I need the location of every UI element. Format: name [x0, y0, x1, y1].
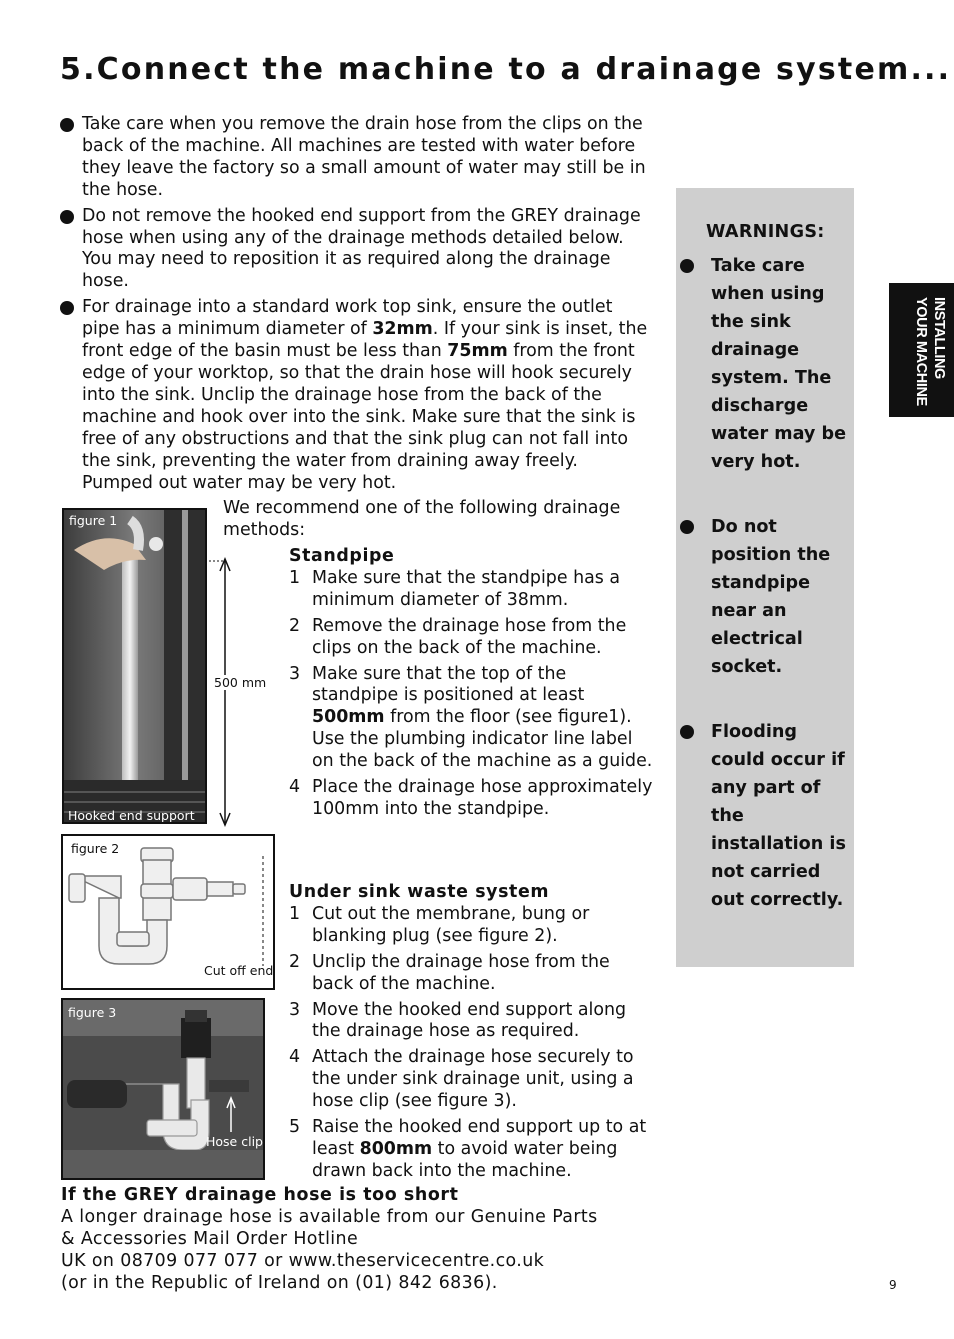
step-number: 4: [289, 777, 301, 798]
bullet-item: [60, 206, 652, 294]
step-text: Move the hooked end support along the drainage hose as required.: [312, 999, 627, 1042]
bullet-item: [60, 297, 652, 494]
step-item: [289, 1047, 653, 1113]
step-item: [289, 952, 653, 996]
figure-3-photo: [61, 998, 265, 1180]
step-text: Place the drainage hose approximately 100mm into the standpipe.: [312, 777, 653, 819]
dimension-arrow: [205, 555, 265, 830]
short-hose-line: UK on 08709 077 077 or www.theservicecentre.co.uk: [61, 1250, 545, 1271]
step-number: 2: [289, 951, 301, 972]
bullet-text: For drainage into a standard work top sink, ensure the outlet pipe has a minimum diameter of 32mm. If your sink is inset, the front edge of the basin must be less than 75mm from the front edge of your worktop, so that the drain hose will hook securely into the sink. Unclip the drainage hose from the back of the machine and hook over into the sink. Make sure that the sink is free of any obstructions and that the sink plug can not fall into the sink, preventing the water from draining away freely. Pumped out water may be very hot.: [82, 297, 648, 493]
figure-3-label: figure 3: [68, 1005, 117, 1020]
step-text: Remove the drainage hose from the clips on the back of the machine.: [312, 615, 627, 658]
figure-2-label: figure 2: [71, 841, 120, 856]
step-number: 1: [289, 903, 301, 924]
figure-3-caption: Hose clip: [206, 1134, 263, 1149]
under-sink-photo-illustration: [63, 1000, 263, 1178]
section-tab: [889, 283, 954, 417]
step-text: Unclip the drainage hose from the back of the machine.: [312, 951, 610, 994]
step-number: 2: [289, 615, 301, 636]
undersink-section: [289, 882, 653, 1187]
bullet-icon: [680, 725, 694, 739]
undersink-heading: Under sink waste system: [289, 882, 550, 902]
warning-item: [680, 252, 854, 476]
bullet-text: Take care when you remove the drain hose from the clips on the back of the machine. All machines are tested with water before they leave the factory so a small amount of water may still be in the hose.: [82, 114, 646, 200]
step-number: 3: [289, 663, 301, 684]
step-item: [289, 1000, 653, 1044]
step-text: Make sure that the top of the standpipe is positioned at least 500mm from the floor (see figure1). Use the plumbing indicator line label on the back of the machine as a guide.: [312, 663, 653, 772]
step-item: [289, 1117, 653, 1183]
figure-1-photo: [62, 508, 207, 824]
step-text: Cut out the membrane, bung or blanking plug (see figure 2).: [312, 903, 590, 946]
short-hose-heading: If the GREY drainage hose is too short: [61, 1185, 459, 1205]
warnings-title: WARNINGS:: [706, 222, 825, 242]
step-item: [289, 664, 653, 774]
warning-text: Do not position the standpipe near an electrical socket.: [711, 517, 831, 677]
page-title: 5.Connect the machine to a drainage system...: [60, 52, 952, 87]
warning-item: [680, 513, 854, 681]
figure-1-label: figure 1: [69, 513, 118, 528]
standpipe-section: [289, 546, 653, 825]
short-hose-section: [61, 1185, 661, 1295]
bullet-icon: [680, 259, 694, 273]
dimension-label: 500 mm: [214, 675, 267, 690]
short-hose-line: & Accessories Mail Order Hotline: [61, 1228, 359, 1249]
figure-2-caption: Cut off end: [204, 963, 274, 978]
warning-text: Take care when using the sink drainage system. The discharge water may be very hot.: [711, 256, 847, 472]
figure-1-caption: Hooked end support: [68, 808, 195, 823]
bullet-icon: [60, 210, 74, 224]
bullet-icon: [60, 118, 74, 132]
short-hose-line: (or in the Republic of Ireland on (01) 842 6836).: [61, 1272, 498, 1293]
intro-bullets: [60, 114, 652, 498]
standpipe-photo-illustration: [64, 510, 205, 822]
step-item: [289, 777, 653, 821]
recommend-text: We recommend one of the following drainage methods:: [223, 498, 621, 540]
bullet-text: Do not remove the hooked end support from the GREY drainage hose when using any of the drainage methods detailed below. You may need to reposition it as required along the drainage hose.: [82, 205, 641, 292]
bullet-item: [60, 114, 652, 202]
step-item: [289, 904, 653, 948]
figure-2-diagram: [61, 834, 275, 990]
warning-item: [680, 718, 854, 914]
step-text: Make sure that the standpipe has a minimum diameter of 38mm.: [312, 567, 620, 610]
bullet-icon: [60, 301, 74, 315]
step-text: Attach the drainage hose securely to the under sink drainage unit, using a hose clip (see figure 3).: [312, 1047, 634, 1112]
page-number: 9: [889, 1278, 897, 1292]
warning-text: Flooding could occur if any part of the installation is not carried out correctly.: [711, 722, 846, 910]
step-item: [289, 616, 653, 660]
short-hose-line: A longer drainage hose is available from our Genuine Parts: [61, 1206, 598, 1227]
step-text: Raise the hooked end support up to at least 800mm to avoid water being drawn back into the machine.: [312, 1117, 647, 1181]
step-number: 5: [289, 1117, 301, 1138]
step-number: 3: [289, 999, 301, 1020]
bullet-icon: [680, 520, 694, 534]
standpipe-heading: Standpipe: [289, 546, 395, 566]
step-number: 1: [289, 567, 301, 588]
step-item: [289, 568, 653, 612]
step-number: 4: [289, 1047, 301, 1068]
section-tab-label: INSTALLING YOUR MACHINE: [913, 297, 947, 406]
